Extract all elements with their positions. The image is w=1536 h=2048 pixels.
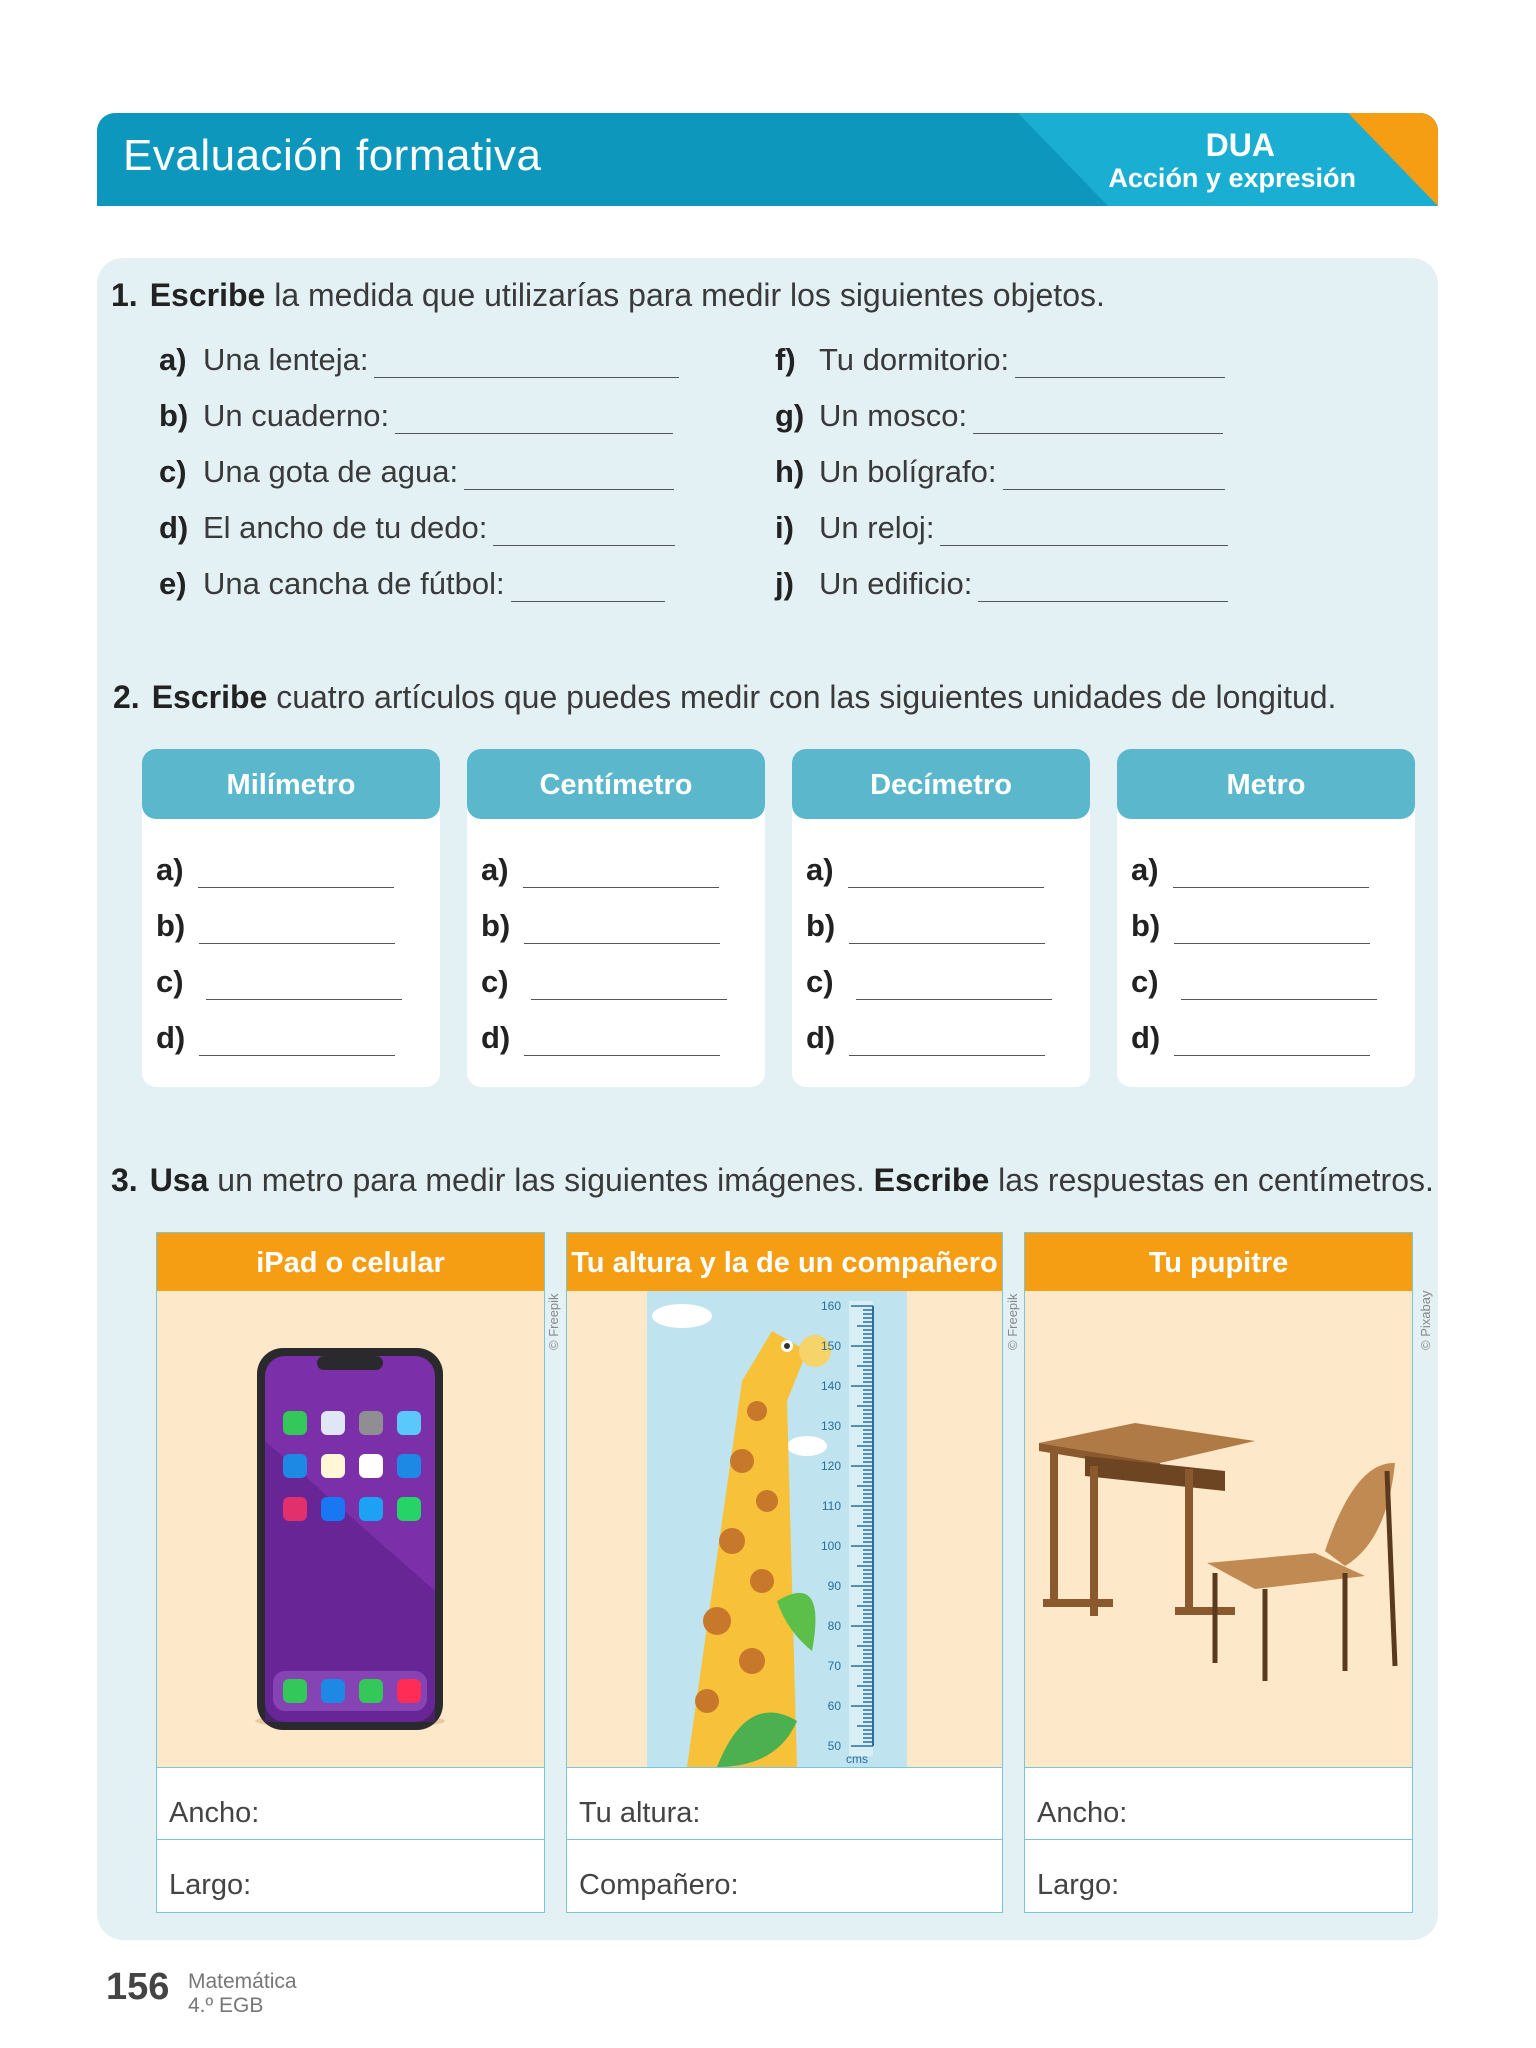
q1-label: Una lenteja: bbox=[203, 342, 369, 377]
row-letter: b) bbox=[481, 908, 511, 943]
phone-length-field[interactable]: Largo: bbox=[157, 1839, 544, 1911]
phone-image bbox=[157, 1291, 544, 1767]
question-1-text: la medida que utilizarías para medir los siguientes objetos. bbox=[265, 277, 1105, 313]
row-letter: a) bbox=[806, 852, 834, 887]
card-row bbox=[1131, 1020, 1370, 1056]
card-row bbox=[806, 1020, 1045, 1056]
header-banner bbox=[97, 113, 1438, 206]
q1-item-a bbox=[159, 342, 679, 378]
question-2 bbox=[113, 679, 1336, 716]
row-letter: b) bbox=[806, 908, 836, 943]
unit-card-title: Centímetro bbox=[467, 749, 765, 819]
answer-line[interactable] bbox=[199, 1026, 395, 1056]
unit-card-title: Milímetro bbox=[142, 749, 440, 819]
answer-line[interactable] bbox=[198, 858, 394, 888]
row-letter: c) bbox=[481, 964, 509, 999]
q1-letter: i) bbox=[775, 510, 794, 545]
q1-label: Un mosco: bbox=[819, 398, 968, 433]
question-2-text: cuatro artículos que puedes medir con las siguientes unidades de longitud. bbox=[267, 679, 1337, 715]
question-1 bbox=[111, 277, 1105, 314]
q1-label: Un cuaderno: bbox=[203, 398, 390, 433]
ruler-tick-label: 120 bbox=[820, 1459, 841, 1473]
q1-letter: a) bbox=[159, 342, 187, 377]
page-title: Evaluación formativa bbox=[123, 131, 542, 180]
answer-line[interactable] bbox=[374, 348, 679, 378]
question-2-verb: Escribe bbox=[151, 679, 268, 715]
classmate-height-field[interactable]: Compañero: bbox=[567, 1839, 1002, 1911]
answer-line[interactable] bbox=[1003, 460, 1225, 490]
row-letter: a) bbox=[156, 852, 184, 887]
measure-box-title: iPad o celular bbox=[157, 1233, 544, 1291]
q1-item-f bbox=[775, 342, 1225, 378]
answer-line[interactable] bbox=[849, 1026, 1045, 1056]
ruler-tick-label: 80 bbox=[827, 1619, 841, 1633]
question-3-verb-2: Escribe bbox=[873, 1162, 990, 1198]
q1-letter: c) bbox=[159, 454, 187, 489]
q1-item-c bbox=[159, 454, 674, 490]
answer-line[interactable] bbox=[395, 404, 673, 434]
card-row bbox=[1131, 852, 1369, 888]
q1-letter: f) bbox=[775, 342, 796, 377]
answer-line[interactable] bbox=[1173, 858, 1369, 888]
footer-subject: Matemática bbox=[188, 1970, 297, 1993]
dua-title: DUA bbox=[1205, 127, 1275, 163]
q1-letter: h) bbox=[775, 454, 805, 489]
question-3-number: 3. bbox=[111, 1162, 138, 1198]
desk-length-field[interactable]: Largo: bbox=[1025, 1839, 1412, 1911]
ruler-tick-label: 140 bbox=[820, 1379, 841, 1393]
phone-width-field[interactable]: Ancho: bbox=[157, 1767, 544, 1839]
desk-image bbox=[1025, 1291, 1412, 1767]
giraffe-ruler-image bbox=[567, 1291, 1002, 1767]
answer-line[interactable] bbox=[978, 572, 1228, 602]
row-letter: b) bbox=[1131, 908, 1161, 943]
answer-line[interactable] bbox=[1181, 970, 1377, 1000]
row-letter: c) bbox=[156, 964, 184, 999]
q1-label: Una cancha de fútbol: bbox=[203, 566, 505, 601]
measure-box-phone bbox=[156, 1232, 545, 1913]
row-letter: d) bbox=[806, 1020, 836, 1055]
ruler-tick-label: 130 bbox=[820, 1419, 841, 1433]
measure-box-desk bbox=[1024, 1232, 1413, 1913]
ruler-tick-label: 110 bbox=[821, 1499, 841, 1513]
card-row bbox=[1131, 964, 1377, 1000]
unit-card-title: Decímetro bbox=[792, 749, 1090, 819]
ruler-tick-label: 50 bbox=[827, 1739, 841, 1753]
answer-line[interactable] bbox=[940, 516, 1228, 546]
measure-box-title: Tu altura y la de un compañero bbox=[567, 1233, 1002, 1291]
answer-line[interactable] bbox=[856, 970, 1052, 1000]
ruler-tick-label: 70 bbox=[827, 1659, 841, 1673]
measure-box-height bbox=[566, 1232, 1003, 1913]
measure-box-title: Tu pupitre bbox=[1025, 1233, 1412, 1291]
ruler-tick-label: 90 bbox=[827, 1579, 841, 1593]
q1-item-g bbox=[775, 398, 1223, 434]
ruler-unit-label: cms bbox=[846, 1752, 868, 1766]
smartphone-illustration bbox=[157, 1291, 543, 1767]
answer-line[interactable] bbox=[464, 460, 674, 490]
unit-card-centimetro bbox=[467, 749, 765, 1087]
q1-item-i bbox=[775, 510, 1228, 546]
q1-label: Un edificio: bbox=[819, 566, 973, 601]
card-row bbox=[1131, 908, 1370, 944]
q1-letter: b) bbox=[159, 398, 189, 433]
card-row bbox=[806, 908, 1045, 944]
q1-letter: e) bbox=[159, 566, 187, 601]
card-row bbox=[481, 1020, 720, 1056]
q1-item-j bbox=[775, 566, 1228, 602]
card-row bbox=[156, 908, 395, 944]
desk-width-field[interactable]: Ancho: bbox=[1025, 1767, 1412, 1839]
card-row bbox=[481, 964, 727, 1000]
answer-line[interactable] bbox=[973, 404, 1223, 434]
q1-item-d bbox=[159, 510, 675, 546]
answer-line[interactable] bbox=[524, 1026, 720, 1056]
card-row bbox=[156, 852, 394, 888]
question-3-text-1: un metro para medir las siguientes imágenes. bbox=[208, 1162, 874, 1198]
answer-line[interactable] bbox=[1015, 348, 1225, 378]
row-letter: a) bbox=[1131, 852, 1159, 887]
dua-subtitle: Acción y expresión bbox=[1108, 163, 1356, 193]
answer-line[interactable] bbox=[206, 970, 402, 1000]
ruler-tick-label: 150 bbox=[820, 1339, 841, 1353]
answer-line[interactable] bbox=[848, 858, 1044, 888]
unit-card-title: Metro bbox=[1117, 749, 1415, 819]
row-letter: c) bbox=[806, 964, 834, 999]
q1-item-h bbox=[775, 454, 1225, 490]
q1-label: Tu dormitorio: bbox=[819, 342, 1010, 377]
question-3-text-2: las respuestas en centímetros. bbox=[989, 1162, 1434, 1198]
answer-line[interactable] bbox=[524, 914, 720, 944]
image-credit: © Freepik bbox=[546, 1293, 561, 1350]
row-letter: b) bbox=[156, 908, 186, 943]
question-1-number: 1. bbox=[111, 277, 138, 313]
card-row bbox=[806, 852, 1044, 888]
answer-line[interactable] bbox=[199, 914, 395, 944]
card-row bbox=[481, 908, 720, 944]
question-3 bbox=[111, 1162, 1434, 1199]
unit-card-metro bbox=[1117, 749, 1415, 1087]
unit-card-decimetro bbox=[792, 749, 1090, 1087]
q1-label: El ancho de tu dedo: bbox=[203, 510, 488, 545]
row-letter: a) bbox=[481, 852, 509, 887]
footer-grade: 4.º EGB bbox=[188, 1994, 264, 2017]
row-letter: d) bbox=[1131, 1020, 1161, 1055]
giraffe-illustration bbox=[567, 1291, 1001, 1767]
question-3-verb-1: Usa bbox=[149, 1162, 209, 1198]
page-number: 156 bbox=[106, 1966, 170, 2008]
ruler-tick-label: 160 bbox=[820, 1299, 841, 1313]
q1-letter: d) bbox=[159, 510, 189, 545]
ruler-tick-label: 100 bbox=[820, 1539, 841, 1553]
dua-badge bbox=[1018, 113, 1438, 206]
row-letter: c) bbox=[1131, 964, 1159, 999]
card-row bbox=[156, 1020, 395, 1056]
answer-line[interactable] bbox=[493, 516, 675, 546]
image-credit: © Freepik bbox=[1005, 1293, 1020, 1350]
q1-label: Un bolígrafo: bbox=[819, 454, 997, 489]
q1-letter: j) bbox=[775, 566, 794, 601]
answer-line[interactable] bbox=[849, 914, 1045, 944]
question-2-number: 2. bbox=[113, 679, 140, 715]
answer-line[interactable] bbox=[531, 970, 727, 1000]
unit-card-milimetro bbox=[142, 749, 440, 1087]
q1-letter: g) bbox=[775, 398, 805, 433]
ruler-tick-label: 60 bbox=[827, 1699, 841, 1713]
card-row bbox=[806, 964, 1052, 1000]
card-row bbox=[156, 964, 402, 1000]
school-desk-illustration bbox=[1025, 1291, 1411, 1767]
q1-label: Un reloj: bbox=[819, 510, 935, 545]
your-height-field[interactable]: Tu altura: bbox=[567, 1767, 1002, 1839]
q1-item-b bbox=[159, 398, 673, 434]
card-row bbox=[481, 852, 719, 888]
image-credit: © Pixabay bbox=[1418, 1290, 1433, 1350]
row-letter: d) bbox=[156, 1020, 186, 1055]
q1-item-e bbox=[159, 566, 665, 602]
answer-line[interactable] bbox=[1174, 914, 1370, 944]
answer-line[interactable] bbox=[1174, 1026, 1370, 1056]
question-1-verb: Escribe bbox=[149, 277, 266, 313]
answer-line[interactable] bbox=[523, 858, 719, 888]
row-letter: d) bbox=[481, 1020, 511, 1055]
answer-line[interactable] bbox=[511, 572, 665, 602]
q1-label: Una gota de agua: bbox=[203, 454, 459, 489]
